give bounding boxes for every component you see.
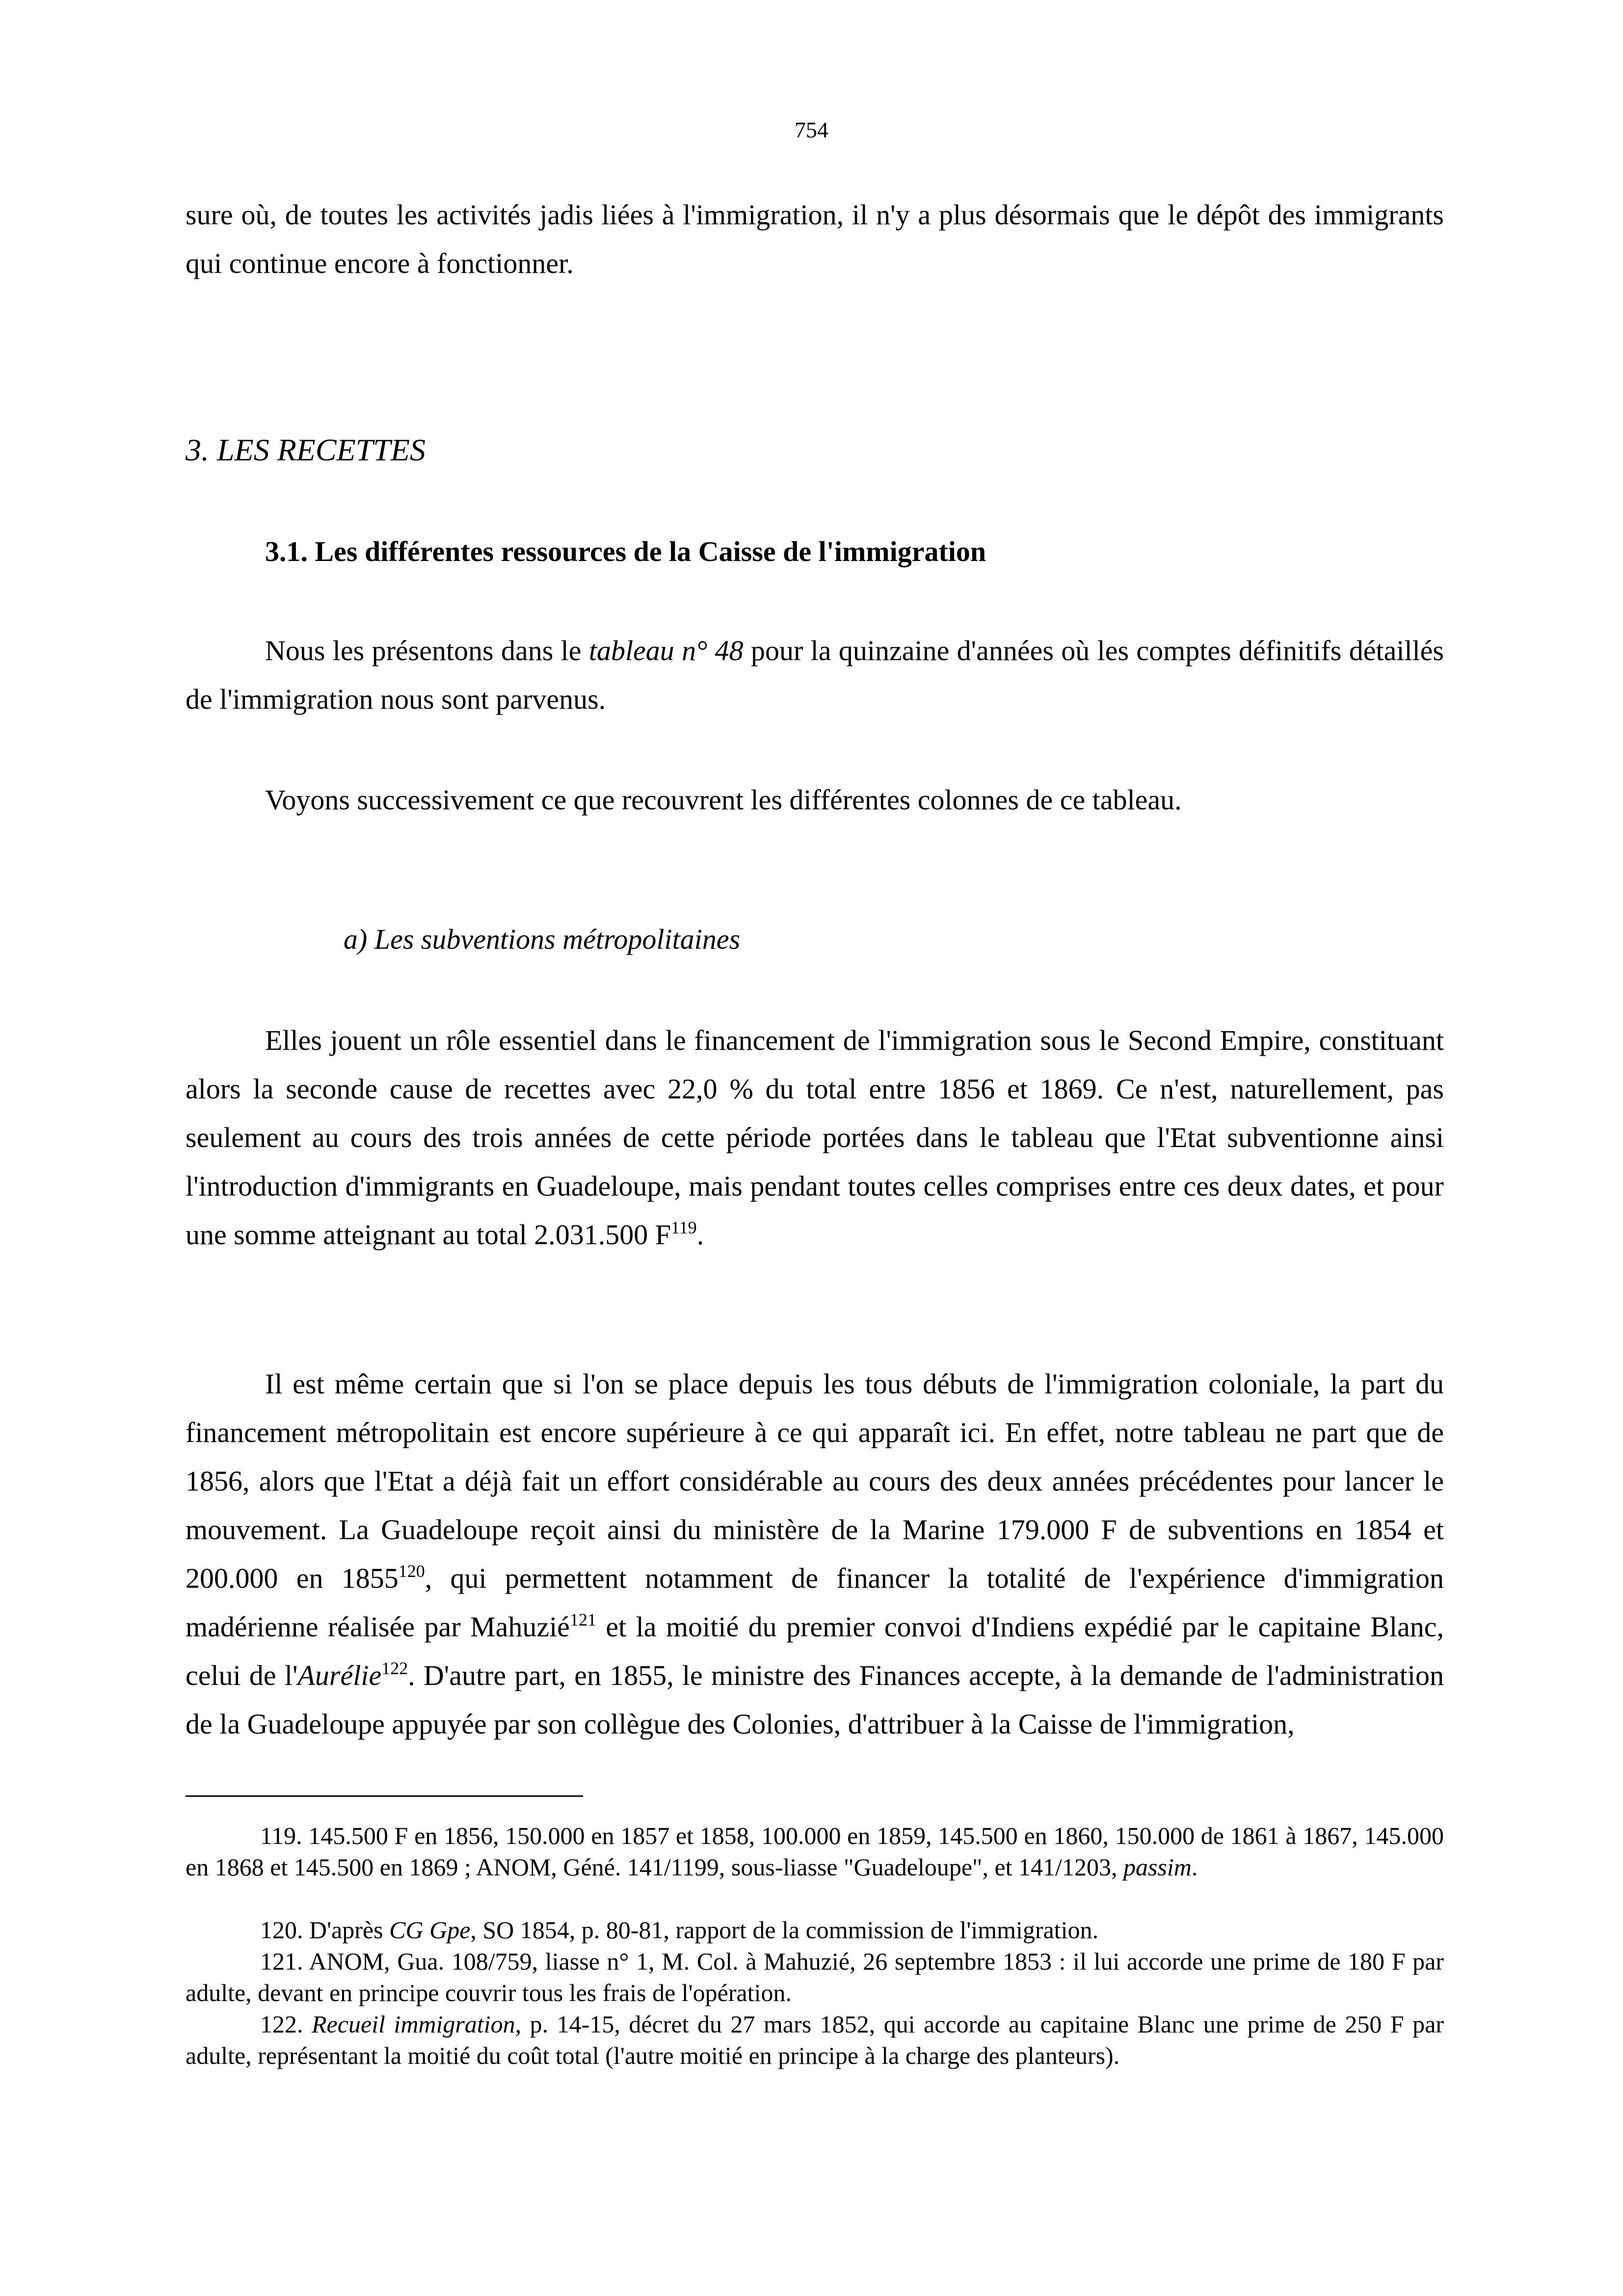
- footnote-divider: [186, 1795, 583, 1797]
- footnote-ref-122: 122: [381, 1658, 408, 1678]
- paragraph-il-est-part4: . D'autre part, en 1855, le ministre des Finances accepte, à la demande de l'administration de la Guadeloupe appuyée par son collègue des Colonies, d'attribuer à la Caisse de l'immigration,: [186, 1659, 1444, 1740]
- paragraph-tableau-before: Nous les présentons dans le: [265, 635, 589, 667]
- footnote-ref-119: 119: [671, 1218, 697, 1237]
- footnote-120-after: , SO 1854, p. 80-81, rapport de la commission de l'immigration.: [470, 1916, 1099, 1944]
- footnote-119-italic: passim: [1123, 1853, 1192, 1881]
- footnote-ref-121: 121: [569, 1610, 596, 1629]
- table-reference: tableau n° 48: [588, 635, 744, 667]
- paragraph-il-est-part3: et la moitié du premier convoi d'Indiens expédié par le capitaine Blanc, celui de l': [186, 1611, 1444, 1691]
- paragraph-il-est-part2: , qui permettent notamment de financer la totalité de l'expérience d'immigration madérienne réalisée par Mahuzié: [186, 1562, 1444, 1643]
- paragraph-elles: [186, 1016, 1444, 1259]
- footnote-122: [186, 2008, 1444, 2071]
- paragraph-voyons: Voyons successivement ce que recouvrent les différentes colonnes de ce tableau.: [265, 784, 1182, 816]
- footnote-119: [186, 1820, 1444, 1883]
- section-title: 3. LES RECETTES: [186, 432, 426, 467]
- footnote-121: 121. ANOM, Gua. 108/759, liasse n° 1, M. Col. à Mahuzié, 26 septembre 1853 : il lui accorde une prime de 180 F par adulte, devant en principe couvrir tous les frais de l'opération.: [186, 1948, 1444, 2006]
- top-paragraph: sure où, de toutes les activités jadis liées à l'immigration, il n'y a plus désormais que le dépôt des immigrants qui continue encore à fonctionner.: [186, 199, 1444, 279]
- paragraph-il-est-part1: Il est même certain que si l'on se place depuis les tous débuts de l'immigration coloniale, la part du financement métropolitain est encore supérieure à ce qui apparaît ici. En effet, notre tableau ne part que de 1856, alors que l'Etat a déjà fait un effort considérable au cours des deux années précédentes pour lancer le mouvement. La Guadeloupe reçoit ainsi du ministère de la Marine 179.000 F de subventions en 1854 et 200.000 en 1855: [186, 1368, 1444, 1594]
- footnote-122-before: 122.: [260, 2010, 312, 2038]
- footnote-120-before: 120. D'après: [260, 1916, 390, 1944]
- footnote-120-italic: CG Gpe: [389, 1916, 471, 1944]
- footnote-122-italic: Recueil immigration: [312, 2010, 515, 2038]
- subsection-title: 3.1. Les différentes ressources de la Caisse de l'immigration: [265, 535, 986, 567]
- ship-name: Aurélie: [297, 1659, 382, 1691]
- footnote-122-after: , p. 14-15, décret du 27 mars 1852, qui accorde au capitaine Blanc une prime de 250 F par adulte, représentant la moitié du coût total (l'autre moitié en principe à la charge des planteurs).: [186, 2010, 1444, 2069]
- footnote-ref-120: 120: [398, 1561, 425, 1581]
- footnote-120: [186, 1914, 1444, 1946]
- footnote-119-text: 119. 145.500 F en 1856, 150.000 en 1857 et 1858, 100.000 en 1859, 145.500 en 1860, 150.000 de 1861 à 1867, 145.000 en 1868 et 145.500 en 1869 ; ANOM, Géné. 141/1199, sous-liasse "Guadeloupe", et 141/1203,: [186, 1822, 1444, 1881]
- paragraph-elles-text: Elles jouent un rôle essentiel dans le financement de l'immigration sous le Second Empire, constituant alors la seconde cause de recettes avec 22,0 % du total entre 1856 et 1869. Ce n'est, naturellement, pas seulement au cours des trois années de cette période portées dans le tableau que l'Etat subventionne ainsi l'introduction d'immigrants en Guadeloupe, mais pendant toutes celles comprises entre ces deux dates, et pour une somme atteignant au total 2.031.500 F: [186, 1024, 1444, 1251]
- footnote-119-end: .: [1191, 1853, 1198, 1881]
- page-number: 754: [795, 117, 828, 142]
- paragraph-elles-end: .: [696, 1219, 704, 1251]
- subsubsection-title: a) Les subventions métropolitaines: [344, 923, 741, 955]
- paragraph-tableau-after: pour la quinzaine d'années où les comptes définitifs détaillés de l'immigration nous sont parvenus.: [186, 635, 1444, 715]
- paragraph-tableau: [186, 626, 1444, 723]
- paragraph-il-est: [186, 1360, 1444, 1748]
